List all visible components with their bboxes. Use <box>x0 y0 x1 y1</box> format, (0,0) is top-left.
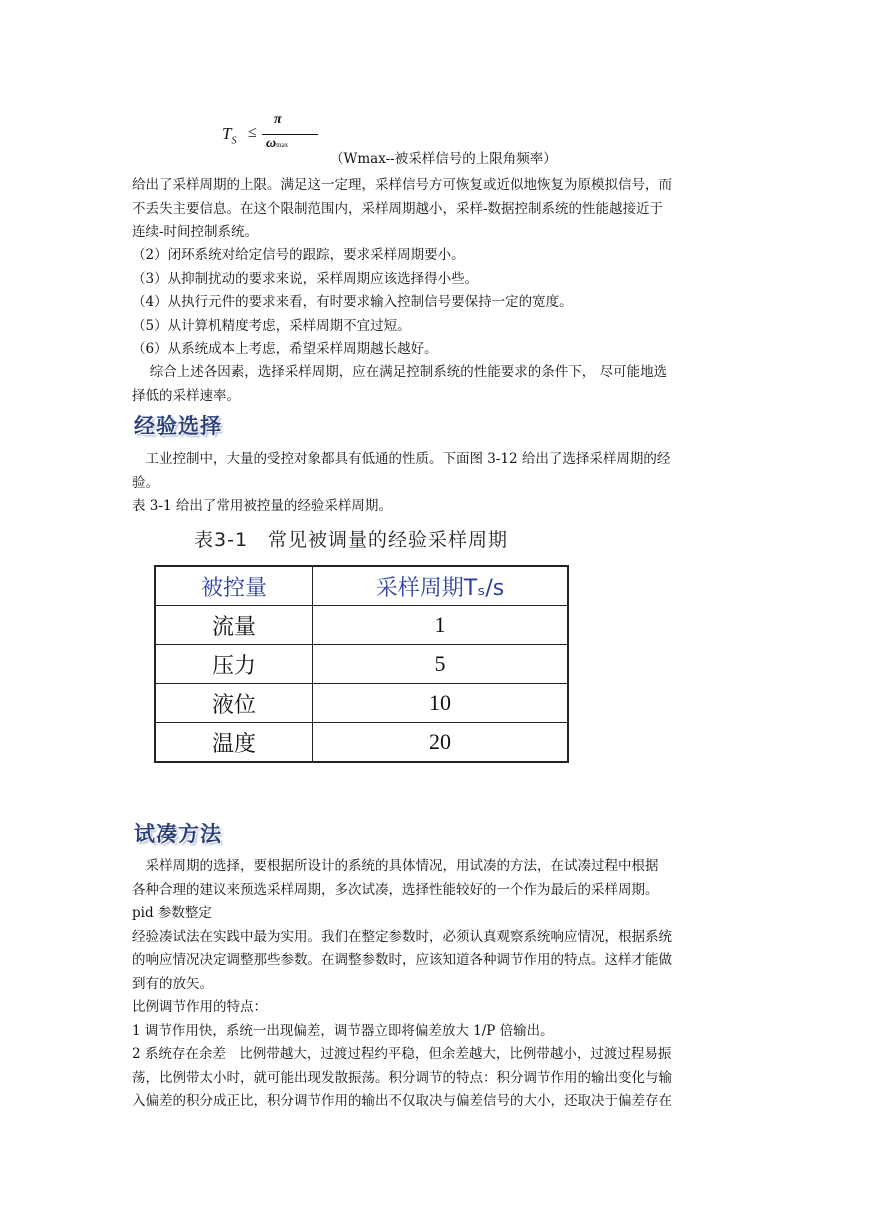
list-item: （4）从执行元件的要求来看，有时要求输入控制信号要保持一定的宽度。 <box>132 294 573 310</box>
paragraph-empirical: 工业控制中，大量的受控对象都具有低通的性质。下面图 3-12 给出了选择采样周期的经 验。 表 3-1 给出了常用被控量的经验采样周期。 <box>132 451 671 514</box>
heading-trial-method: 试凑方法 <box>134 822 222 846</box>
sampling-period-formula <box>222 112 342 162</box>
formula-relation: ≤ <box>248 124 257 141</box>
formula-numerator: π <box>274 112 282 127</box>
table-row <box>155 606 568 645</box>
formula-denominator: ωmax <box>266 136 289 151</box>
table-cell: 10 <box>313 684 569 723</box>
table-cell: 1 <box>313 606 569 645</box>
formula-fraction-bar <box>262 134 318 135</box>
table-cell: 温度 <box>155 723 313 763</box>
pid-subtitle: pid 参数整定 <box>132 905 212 921</box>
list-item: （3）从抑制扰动的要求来说，采样周期应该选择得小些。 <box>132 270 479 287</box>
table-cell: 液位 <box>155 684 313 723</box>
table-cell: 压力 <box>155 645 313 684</box>
table-cell: 5 <box>313 645 569 684</box>
table-title: 表3-1 常见被调量的经验采样周期 <box>194 529 509 551</box>
formula-note: （Wmax--被采样信号的上限角频率） <box>330 151 557 167</box>
formula-lhs: $T_S$ <box>222 124 237 147</box>
list-item: （6）从系统成本上考虑，希望采样周期越长越好。 <box>132 341 438 357</box>
table-header-cell: 被控量 <box>155 566 313 606</box>
table-header-cell: 采样周期Tₛ/s <box>313 566 569 606</box>
list-item: （2）闭环系统对给定信号的跟踪，要求采样周期要小。 <box>132 247 465 263</box>
paragraph-summary: 综合上述各因素，选择采样周期，应在满足控制系统的性能要求的条件下， 尽可能地选 择低的采样速率。 <box>132 364 668 404</box>
paragraph-upper-limit: 给出了采样周期的上限。满足这一定理，采样信号方可恢复或近似地恢复为原模拟信号，而 不丢失主要信息。在这个限制范围内，采样周期越小，采样-数据控制系统的性能越接近于 连续-时间控制系统。 <box>132 177 672 240</box>
paragraph-trial: 采样周期的选择，要根据所设计的系统的具体情况，用试凑的方法，在试凑过程中根据 各种合理的建议来预选采样周期，多次试凑，选择性能较好的一个作为最后的采样周期。 pid 参数整定 经验凑试法在实践中最为实用。我们在整定参数时，必须认真观察系统响应情况，根据系统 的响应情况决定调整那些参数。在调整参数时，应该知道各种调节作用的特点。这样才能做 到有的放矢。 比例调节作用的特点： 1 调节作用快，系统一出现偏差，调节器立即将偏差放大 1/P 倍输出。 2 系统存在余差 比例带越大，过渡过程约平稳，但余差越大，比例带越小，过渡过程易振 荡，比例带太小时，就可能出现发散振荡。积分调节的特点：积分调节作用的输出变化与输 入偏差的积分成正比，积分调节作用的输出不仅取决与偏差信号的大小，还取决于偏差存在 <box>132 855 738 1114</box>
sampling-period-table <box>154 565 569 763</box>
heading-empirical-selection: 经验选择 <box>134 414 222 438</box>
table-row <box>155 684 568 723</box>
table-row <box>155 645 568 684</box>
requirement-list <box>132 244 738 362</box>
table-row <box>155 723 568 763</box>
table-cell: 流量 <box>155 606 313 645</box>
list-item: （5）从计算机精度考虑，采样周期不宜过短。 <box>132 317 411 334</box>
table-cell: 20 <box>313 723 569 763</box>
table-header-row <box>155 566 568 606</box>
